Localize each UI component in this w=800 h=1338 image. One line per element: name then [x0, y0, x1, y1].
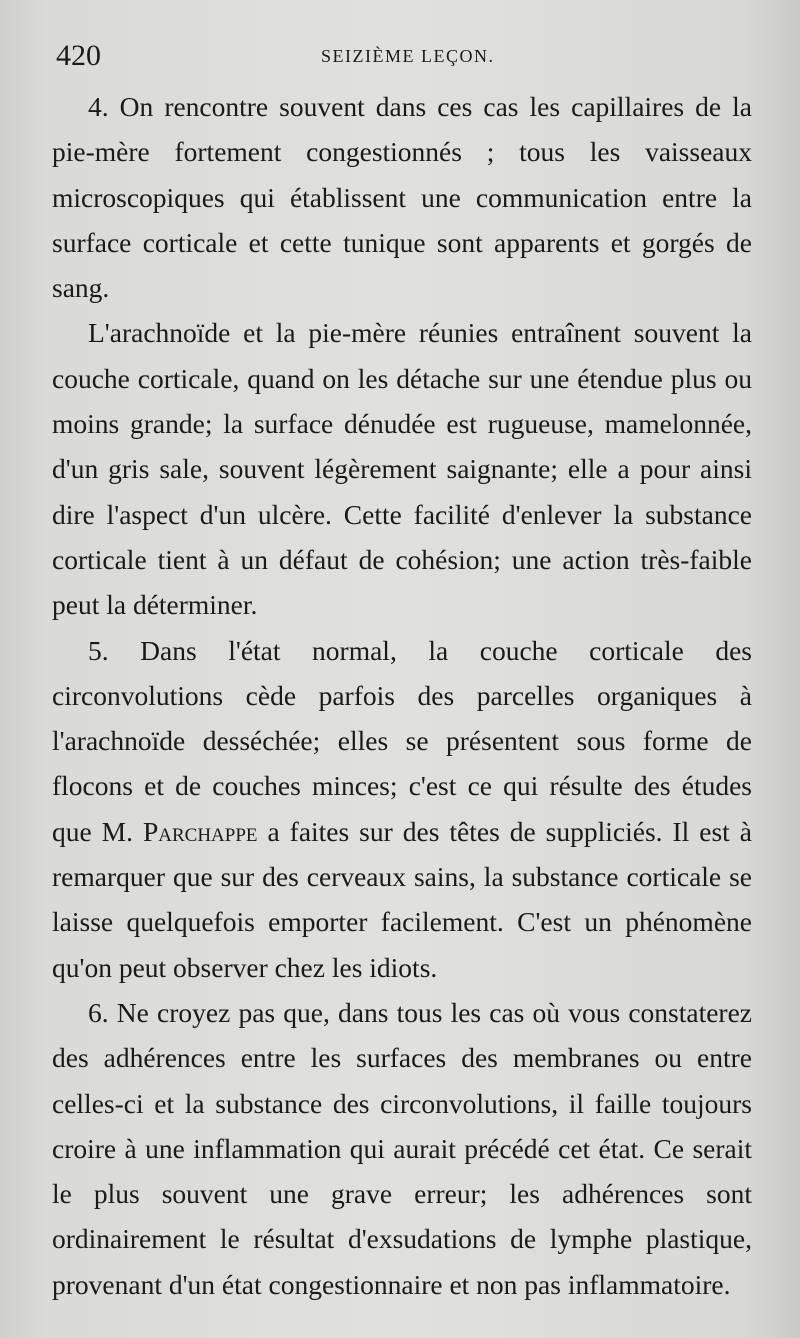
page-number: 420 [56, 39, 101, 72]
page-header [56, 36, 748, 76]
paragraph-5-text-start: 5. Dans l'état normal, la couche corticale des circonvolutions cède parfois des parcelles organiques à l'arachnoïde desséchée; elles se présentent sous forme de flocons et de couches minces; c'est ce qui résulte des études que M. [52, 634, 752, 847]
paragraph-6: 6. Ne croyez pas que, dans tous les cas où vous constaterez des adhérences entre les surfaces des membranes ou entre celles-ci et la substance des circonvolutions, il faille toujours croire à une inflammation qui aurait précédé cet état. Ce serait le plus souvent une grave erreur; les adhérences sont ordinairement le résultat d'exsudations de lymphe plastique, provenant d'un état congestionnaire et non pas inflammatoire. [52, 996, 752, 1300]
body-text [52, 84, 752, 1307]
paragraph-5-text-end: a faites sur des têtes de suppliciés. Il est à remarquer que sur des cerveaux sains, la substance corticale se laisse quelquefois emporter facilement. C'est un phénomène qu'on peut observer chez les idiots. [52, 815, 752, 983]
paragraph-arachnoide: L'arachnoïde et la pie-mère réunies entraînent souvent la couche corticale, quand on les détache sur une étendue plus ou moins grande; la surface dénudée est rugueuse, mamelonnée, d'un gris sale, souvent légèrement saignante; elle a pour ainsi dire l'aspect d'un ulcère. Cette facilité d'enlever la substance corticale tient à un défaut de cohésion; une action très-faible peut la déterminer. [52, 317, 752, 621]
running-title: SEIZIÈME LEÇON. [321, 46, 495, 66]
paragraph-4: 4. On rencontre souvent dans ces cas les capillaires de la pie-mère fortement congestionnés ; tous les vaisseaux microscopiques qui établissent une communication entre la surface corticale et cette tunique sont apparents et gorgés de sang. [52, 91, 752, 304]
paragraph-5 [52, 628, 752, 990]
author-name: Parchappe [142, 815, 258, 847]
